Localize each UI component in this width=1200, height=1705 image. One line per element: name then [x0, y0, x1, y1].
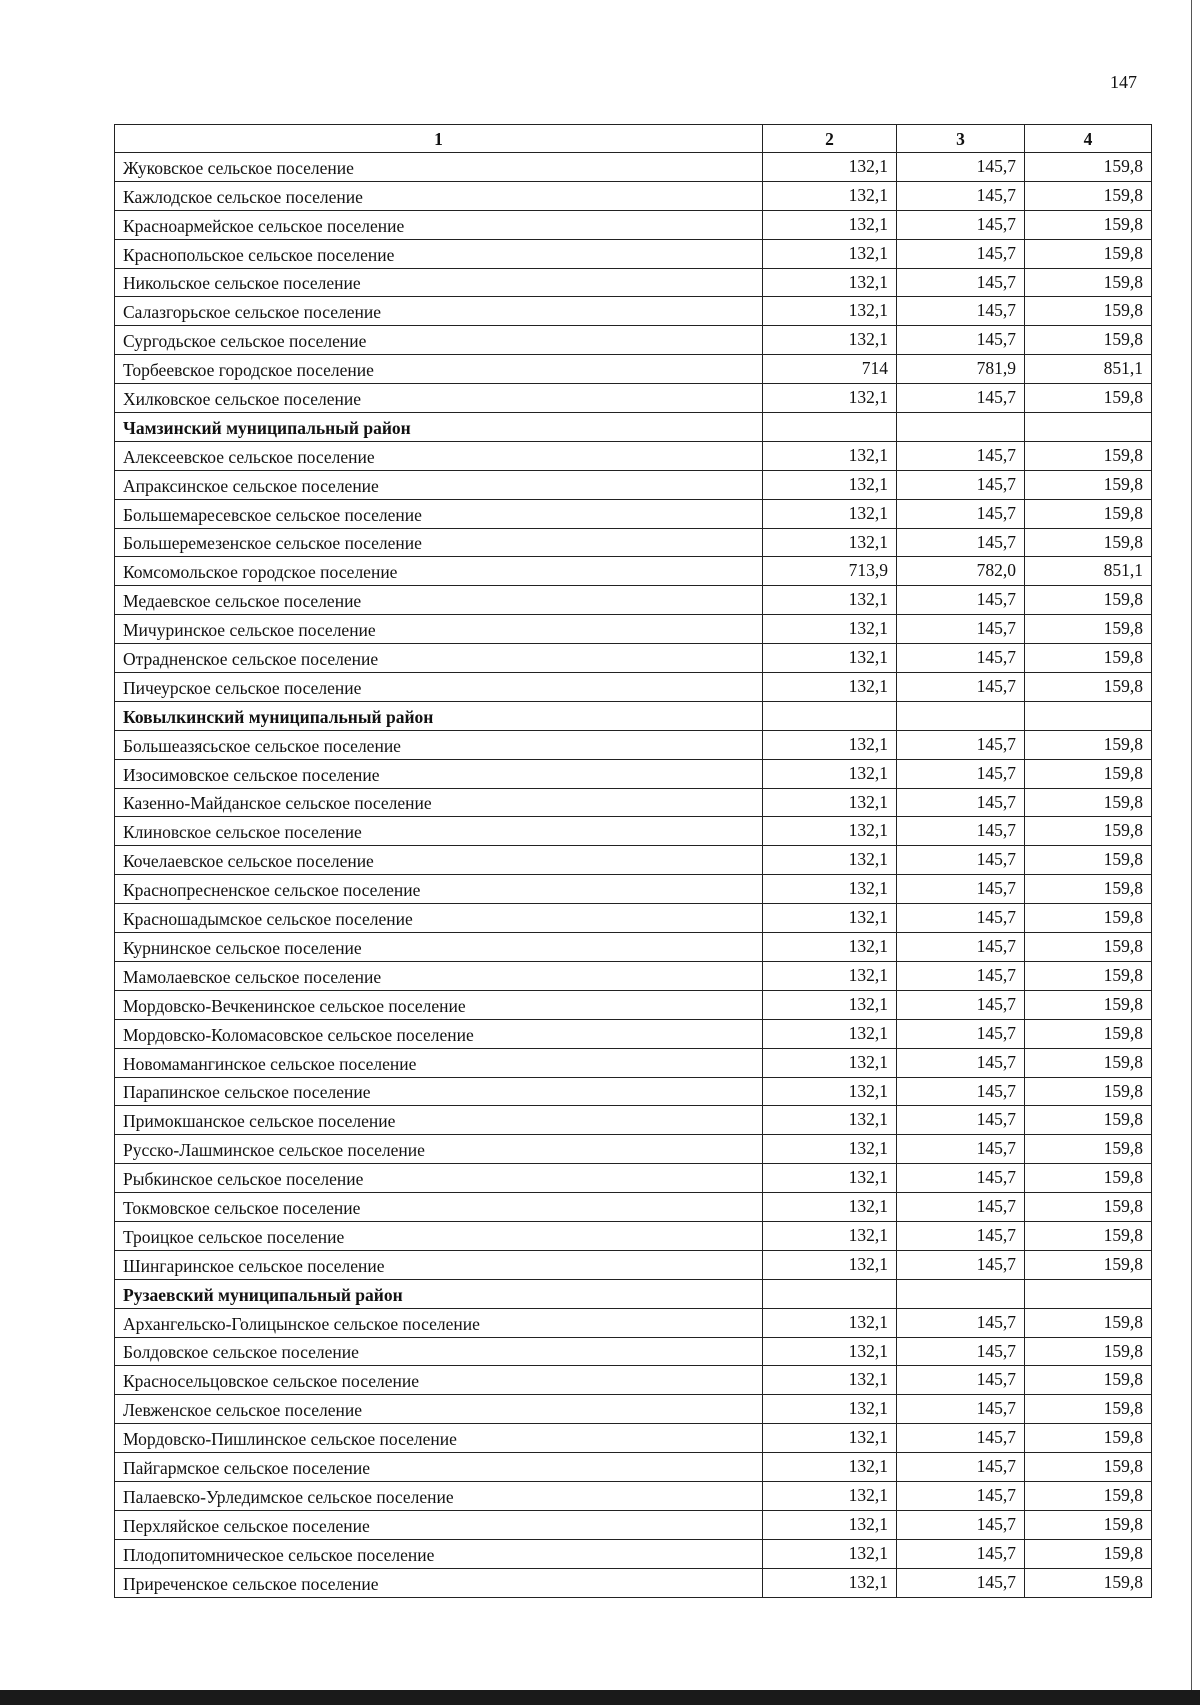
value-cell-2 — [763, 413, 897, 442]
table-row — [115, 644, 1152, 673]
table-row — [115, 1077, 1152, 1106]
value-cell-2: 132,1 — [763, 528, 897, 557]
settlement-name-cell: Кажлодское сельское поселение — [115, 181, 763, 210]
value-cell-3: 145,7 — [897, 990, 1025, 1019]
settlement-name-cell: Апраксинское сельское поселение — [115, 470, 763, 499]
district-row — [115, 701, 1152, 730]
value-cell-4: 159,8 — [1025, 326, 1152, 355]
value-cell-4: 159,8 — [1025, 1366, 1152, 1395]
value-cell-3: 145,7 — [897, 846, 1025, 875]
table-row — [115, 1366, 1152, 1395]
value-cell-4: 159,8 — [1025, 210, 1152, 239]
value-cell-2: 132,1 — [763, 210, 897, 239]
value-cell-3: 145,7 — [897, 1077, 1025, 1106]
value-cell-4: 159,8 — [1025, 239, 1152, 268]
value-cell-3: 145,7 — [897, 904, 1025, 933]
value-cell-4: 159,8 — [1025, 1337, 1152, 1366]
value-cell-4: 159,8 — [1025, 990, 1152, 1019]
settlement-name-cell: Никольское сельское поселение — [115, 268, 763, 297]
table-row — [115, 557, 1152, 586]
value-cell-4: 851,1 — [1025, 557, 1152, 586]
value-cell-2 — [763, 701, 897, 730]
value-cell-2: 132,1 — [763, 1221, 897, 1250]
table-row — [115, 875, 1152, 904]
table-row — [115, 1337, 1152, 1366]
value-cell-2: 132,1 — [763, 644, 897, 673]
value-cell-4 — [1025, 413, 1152, 442]
value-cell-2: 132,1 — [763, 1019, 897, 1048]
value-cell-4: 159,8 — [1025, 1424, 1152, 1453]
value-cell-3: 145,7 — [897, 326, 1025, 355]
value-cell-3: 145,7 — [897, 1366, 1025, 1395]
table-row — [115, 730, 1152, 759]
settlement-name-cell: Рузаевский муниципальный район — [115, 1279, 763, 1308]
value-cell-2: 132,1 — [763, 1337, 897, 1366]
table-row — [115, 1135, 1152, 1164]
value-cell-2: 132,1 — [763, 933, 897, 962]
value-cell-4: 159,8 — [1025, 1250, 1152, 1279]
value-cell-2: 132,1 — [763, 846, 897, 875]
value-cell-4: 159,8 — [1025, 297, 1152, 326]
value-cell-2: 132,1 — [763, 1048, 897, 1077]
settlement-name-cell: Жуковское сельское поселение — [115, 153, 763, 182]
settlement-name-cell: Изосимовское сельское поселение — [115, 759, 763, 788]
table-row — [115, 499, 1152, 528]
value-cell-2: 132,1 — [763, 875, 897, 904]
column-header-4: 4 — [1025, 125, 1152, 153]
settlement-name-cell: Плодопитомническое сельское поселение — [115, 1539, 763, 1568]
value-cell-3: 145,7 — [897, 1395, 1025, 1424]
table-row — [115, 1453, 1152, 1482]
value-cell-4: 159,8 — [1025, 644, 1152, 673]
table-row — [115, 355, 1152, 384]
settlement-name-cell: Салазгорьское сельское поселение — [115, 297, 763, 326]
value-cell-2: 132,1 — [763, 904, 897, 933]
value-cell-4: 159,8 — [1025, 1048, 1152, 1077]
table-row — [115, 961, 1152, 990]
table-row — [115, 817, 1152, 846]
column-header-2: 2 — [763, 125, 897, 153]
table-row — [115, 1048, 1152, 1077]
value-cell-4 — [1025, 701, 1152, 730]
page-number: 147 — [1110, 72, 1137, 92]
value-cell-4: 159,8 — [1025, 961, 1152, 990]
table-row — [115, 933, 1152, 962]
value-cell-4: 159,8 — [1025, 933, 1152, 962]
value-cell-2: 132,1 — [763, 1250, 897, 1279]
value-cell-4 — [1025, 1279, 1152, 1308]
value-cell-2: 132,1 — [763, 326, 897, 355]
value-cell-4: 159,8 — [1025, 730, 1152, 759]
value-cell-2: 132,1 — [763, 1453, 897, 1482]
settlement-name-cell: Палаевско-Урледимское сельское поселение — [115, 1481, 763, 1510]
settlement-name-cell: Русско-Лашминское сельское поселение — [115, 1135, 763, 1164]
value-cell-3: 145,7 — [897, 1019, 1025, 1048]
value-cell-3: 145,7 — [897, 961, 1025, 990]
value-cell-3: 145,7 — [897, 441, 1025, 470]
value-cell-4: 159,8 — [1025, 1453, 1152, 1482]
table-body — [115, 153, 1152, 1598]
value-cell-2: 132,1 — [763, 268, 897, 297]
value-cell-4: 159,8 — [1025, 1106, 1152, 1135]
value-cell-3: 145,7 — [897, 1510, 1025, 1539]
value-cell-2: 132,1 — [763, 1481, 897, 1510]
value-cell-2: 132,1 — [763, 499, 897, 528]
table-row — [115, 384, 1152, 413]
value-cell-3: 145,7 — [897, 1135, 1025, 1164]
value-cell-3: 145,7 — [897, 586, 1025, 615]
value-cell-2: 132,1 — [763, 470, 897, 499]
settlement-name-cell: Торбеевское городское поселение — [115, 355, 763, 384]
table-row — [115, 1221, 1152, 1250]
value-cell-2: 132,1 — [763, 181, 897, 210]
table-row — [115, 1568, 1152, 1597]
value-cell-3: 145,7 — [897, 1424, 1025, 1453]
value-cell-4: 159,8 — [1025, 846, 1152, 875]
value-cell-3: 145,7 — [897, 788, 1025, 817]
value-cell-2: 132,1 — [763, 1193, 897, 1222]
value-cell-2: 132,1 — [763, 239, 897, 268]
settlement-name-cell: Красношадымское сельское поселение — [115, 904, 763, 933]
scan-bottom-band — [0, 1690, 1200, 1705]
value-cell-4: 159,8 — [1025, 1221, 1152, 1250]
value-cell-3: 145,7 — [897, 644, 1025, 673]
value-cell-3: 145,7 — [897, 1221, 1025, 1250]
value-cell-2: 132,1 — [763, 1424, 897, 1453]
value-cell-2: 132,1 — [763, 586, 897, 615]
value-cell-3: 145,7 — [897, 297, 1025, 326]
value-cell-4: 159,8 — [1025, 1193, 1152, 1222]
value-cell-4: 159,8 — [1025, 1308, 1152, 1337]
settlement-name-cell: Красноармейское сельское поселение — [115, 210, 763, 239]
value-cell-2: 132,1 — [763, 297, 897, 326]
value-cell-3 — [897, 701, 1025, 730]
value-cell-4: 159,8 — [1025, 1019, 1152, 1048]
settlement-name-cell: Отрадненское сельское поселение — [115, 644, 763, 673]
table-row — [115, 1481, 1152, 1510]
table-row — [115, 990, 1152, 1019]
settlement-name-cell: Алексеевское сельское поселение — [115, 441, 763, 470]
settlement-name-cell: Новомамангинское сельское поселение — [115, 1048, 763, 1077]
value-cell-2: 132,1 — [763, 990, 897, 1019]
settlement-name-cell: Сургодьское сельское поселение — [115, 326, 763, 355]
value-cell-2: 132,1 — [763, 1077, 897, 1106]
settlement-name-cell: Шингаринское сельское поселение — [115, 1250, 763, 1279]
settlement-name-cell: Мамолаевское сельское поселение — [115, 961, 763, 990]
table-row — [115, 1019, 1152, 1048]
value-cell-3: 782,0 — [897, 557, 1025, 586]
settlement-name-cell: Мордовско-Коломасовское сельское поселение — [115, 1019, 763, 1048]
table-row — [115, 904, 1152, 933]
table-row — [115, 788, 1152, 817]
settlement-name-cell: Примокшанское сельское поселение — [115, 1106, 763, 1135]
settlement-name-cell: Пичеурское сельское поселение — [115, 673, 763, 702]
value-cell-3: 145,7 — [897, 1048, 1025, 1077]
settlement-name-cell: Пайгармское сельское поселение — [115, 1453, 763, 1482]
table-row — [115, 268, 1152, 297]
column-header-3: 3 — [897, 125, 1025, 153]
value-cell-3: 145,7 — [897, 1250, 1025, 1279]
settlement-name-cell: Большеремезенское сельское поселение — [115, 528, 763, 557]
value-cell-4: 159,8 — [1025, 268, 1152, 297]
table-row — [115, 586, 1152, 615]
value-cell-4: 159,8 — [1025, 1077, 1152, 1106]
value-cell-3: 145,7 — [897, 1308, 1025, 1337]
value-cell-2: 132,1 — [763, 1568, 897, 1597]
scan-edge-line — [1191, 0, 1192, 1705]
value-cell-2: 132,1 — [763, 788, 897, 817]
table-row — [115, 153, 1152, 182]
table-row — [115, 528, 1152, 557]
value-cell-3: 145,7 — [897, 1164, 1025, 1193]
data-table — [114, 124, 1152, 1598]
value-cell-3: 145,7 — [897, 759, 1025, 788]
value-cell-4: 159,8 — [1025, 673, 1152, 702]
settlement-name-cell: Чамзинский муниципальный район — [115, 413, 763, 442]
value-cell-3: 145,7 — [897, 1453, 1025, 1482]
table-row — [115, 1164, 1152, 1193]
settlement-name-cell: Большеазясьское сельское поселение — [115, 730, 763, 759]
value-cell-2: 132,1 — [763, 673, 897, 702]
value-cell-4: 159,8 — [1025, 181, 1152, 210]
value-cell-2: 132,1 — [763, 1164, 897, 1193]
settlement-name-cell: Клиновское сельское поселение — [115, 817, 763, 846]
value-cell-3: 145,7 — [897, 1481, 1025, 1510]
value-cell-2: 132,1 — [763, 441, 897, 470]
district-row — [115, 1279, 1152, 1308]
value-cell-3: 145,7 — [897, 730, 1025, 759]
value-cell-2: 132,1 — [763, 1395, 897, 1424]
settlement-name-cell: Токмовское сельское поселение — [115, 1193, 763, 1222]
value-cell-2: 132,1 — [763, 730, 897, 759]
value-cell-4: 851,1 — [1025, 355, 1152, 384]
table-row — [115, 1395, 1152, 1424]
value-cell-3: 145,7 — [897, 528, 1025, 557]
value-cell-2: 132,1 — [763, 759, 897, 788]
value-cell-3: 145,7 — [897, 1193, 1025, 1222]
value-cell-2 — [763, 1279, 897, 1308]
value-cell-3 — [897, 413, 1025, 442]
settlement-name-cell: Левженское сельское поселение — [115, 1395, 763, 1424]
table-row — [115, 1193, 1152, 1222]
settlement-name-cell: Перхляйское сельское поселение — [115, 1510, 763, 1539]
column-header-1: 1 — [115, 125, 763, 153]
table-row — [115, 1308, 1152, 1337]
value-cell-4: 159,8 — [1025, 470, 1152, 499]
value-cell-4: 159,8 — [1025, 875, 1152, 904]
table-row — [115, 470, 1152, 499]
value-cell-4: 159,8 — [1025, 586, 1152, 615]
table-row — [115, 181, 1152, 210]
value-cell-2: 132,1 — [763, 817, 897, 846]
settlement-name-cell: Комсомольское городское поселение — [115, 557, 763, 586]
table-row — [115, 1250, 1152, 1279]
value-cell-3: 145,7 — [897, 1337, 1025, 1366]
settlement-name-cell: Хилковское сельское поселение — [115, 384, 763, 413]
value-cell-3: 145,7 — [897, 1539, 1025, 1568]
table-header-row — [115, 125, 1152, 153]
table-row — [115, 326, 1152, 355]
value-cell-4: 159,8 — [1025, 528, 1152, 557]
table-row — [115, 297, 1152, 326]
table-row — [115, 1539, 1152, 1568]
value-cell-3: 145,7 — [897, 210, 1025, 239]
value-cell-4: 159,8 — [1025, 817, 1152, 846]
value-cell-4: 159,8 — [1025, 384, 1152, 413]
value-cell-2: 714 — [763, 355, 897, 384]
value-cell-3: 145,7 — [897, 875, 1025, 904]
settlement-name-cell: Парапинское сельское поселение — [115, 1077, 763, 1106]
settlement-name-cell: Мордовско-Вечкенинское сельское поселение — [115, 990, 763, 1019]
value-cell-4: 159,8 — [1025, 788, 1152, 817]
value-cell-4: 159,8 — [1025, 499, 1152, 528]
settlement-name-cell: Краснопольское сельское поселение — [115, 239, 763, 268]
settlement-name-cell: Рыбкинское сельское поселение — [115, 1164, 763, 1193]
value-cell-3: 145,7 — [897, 384, 1025, 413]
value-cell-4: 159,8 — [1025, 441, 1152, 470]
table-row — [115, 441, 1152, 470]
value-cell-4: 159,8 — [1025, 1568, 1152, 1597]
table-row — [115, 1106, 1152, 1135]
value-cell-3: 145,7 — [897, 268, 1025, 297]
value-cell-3: 145,7 — [897, 933, 1025, 962]
value-cell-2: 132,1 — [763, 1366, 897, 1395]
value-cell-2: 132,1 — [763, 1308, 897, 1337]
value-cell-2: 132,1 — [763, 961, 897, 990]
value-cell-2: 132,1 — [763, 384, 897, 413]
settlement-name-cell: Казенно-Майданское сельское поселение — [115, 788, 763, 817]
value-cell-4: 159,8 — [1025, 759, 1152, 788]
table-row — [115, 673, 1152, 702]
table-row — [115, 846, 1152, 875]
settlement-name-cell: Краснопресненское сельское поселение — [115, 875, 763, 904]
table-row — [115, 239, 1152, 268]
value-cell-2: 132,1 — [763, 1135, 897, 1164]
settlement-name-cell: Архангельско-Голицынское сельское поселение — [115, 1308, 763, 1337]
value-cell-2: 132,1 — [763, 153, 897, 182]
value-cell-4: 159,8 — [1025, 1395, 1152, 1424]
value-cell-2: 132,1 — [763, 1510, 897, 1539]
value-cell-2: 132,1 — [763, 1106, 897, 1135]
value-cell-2: 713,9 — [763, 557, 897, 586]
value-cell-3: 145,7 — [897, 239, 1025, 268]
table-row — [115, 1510, 1152, 1539]
value-cell-3: 145,7 — [897, 615, 1025, 644]
value-cell-4: 159,8 — [1025, 153, 1152, 182]
value-cell-4: 159,8 — [1025, 1539, 1152, 1568]
settlement-name-cell: Большемаресевское сельское поселение — [115, 499, 763, 528]
table-row — [115, 759, 1152, 788]
table-row — [115, 1424, 1152, 1453]
value-cell-2: 132,1 — [763, 1539, 897, 1568]
settlement-name-cell: Троицкое сельское поселение — [115, 1221, 763, 1250]
value-cell-3: 145,7 — [897, 181, 1025, 210]
settlement-name-cell: Медаевское сельское поселение — [115, 586, 763, 615]
settlement-name-cell: Кочелаевское сельское поселение — [115, 846, 763, 875]
value-cell-4: 159,8 — [1025, 1135, 1152, 1164]
settlement-name-cell: Болдовское сельское поселение — [115, 1337, 763, 1366]
settlement-name-cell: Мичуринское сельское поселение — [115, 615, 763, 644]
table-row — [115, 210, 1152, 239]
value-cell-4: 159,8 — [1025, 1510, 1152, 1539]
value-cell-3: 145,7 — [897, 1568, 1025, 1597]
settlement-name-cell: Приреченское сельское поселение — [115, 1568, 763, 1597]
value-cell-4: 159,8 — [1025, 615, 1152, 644]
table-row — [115, 615, 1152, 644]
value-cell-2: 132,1 — [763, 615, 897, 644]
value-cell-3: 781,9 — [897, 355, 1025, 384]
value-cell-3: 145,7 — [897, 817, 1025, 846]
settlement-name-cell: Мордовско-Пишлинское сельское поселение — [115, 1424, 763, 1453]
district-row — [115, 413, 1152, 442]
value-cell-3: 145,7 — [897, 1106, 1025, 1135]
value-cell-3: 145,7 — [897, 153, 1025, 182]
settlement-name-cell: Красносельцовское сельское поселение — [115, 1366, 763, 1395]
settlement-name-cell: Курнинское сельское поселение — [115, 933, 763, 962]
value-cell-4: 159,8 — [1025, 904, 1152, 933]
value-cell-3: 145,7 — [897, 499, 1025, 528]
value-cell-4: 159,8 — [1025, 1481, 1152, 1510]
settlement-name-cell: Ковылкинский муниципальный район — [115, 701, 763, 730]
value-cell-3 — [897, 1279, 1025, 1308]
value-cell-3: 145,7 — [897, 470, 1025, 499]
value-cell-3: 145,7 — [897, 673, 1025, 702]
value-cell-4: 159,8 — [1025, 1164, 1152, 1193]
